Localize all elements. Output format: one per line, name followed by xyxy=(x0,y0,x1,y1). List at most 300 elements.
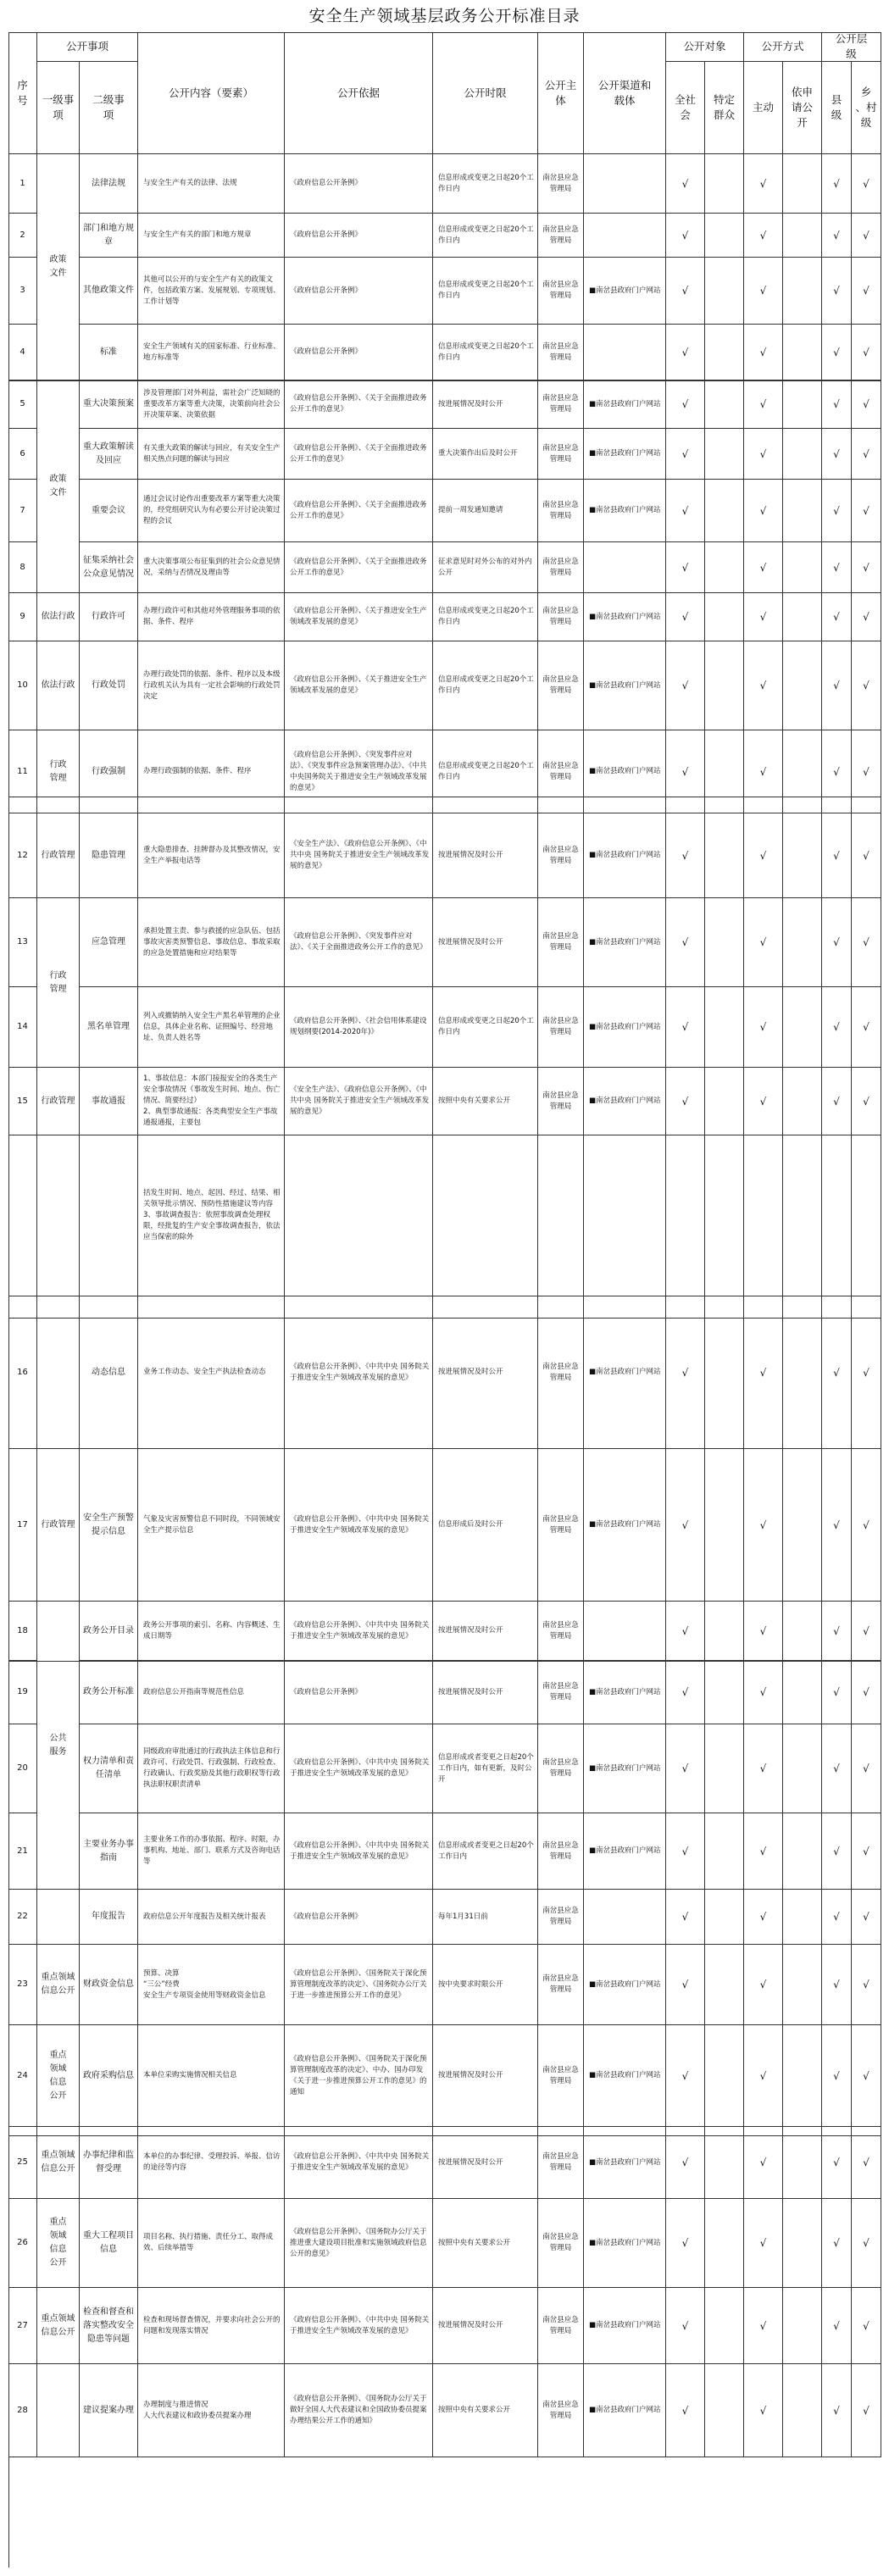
check-mark: √ xyxy=(666,542,705,593)
row-level1 xyxy=(37,2364,80,2457)
check-mark: √ xyxy=(666,1602,705,1661)
row-level1: 依法行政 xyxy=(37,641,80,730)
row-channel: ■南岔县政府门户网站 xyxy=(584,2127,666,2199)
row-content: 办理行政强制的依据、条件、程序 xyxy=(138,730,285,813)
row-basis: 《政府信息公开条例》、《突发事件应对法》、《关于全面推进政务公开工作的意见》 xyxy=(285,898,433,987)
row-time: 信息形成或变更之日起20个工作日内 xyxy=(433,214,538,258)
row-level2: 办事纪律和监督受理 xyxy=(80,2127,138,2199)
check-mark xyxy=(783,593,822,641)
check-mark: √ xyxy=(822,2025,852,2127)
check-mark: √ xyxy=(744,730,783,813)
row-channel: ■南岔县政府门户网站 xyxy=(584,2288,666,2364)
row-content: 同级政府审批通过的行政执法主体信息和行政许可、行政处罚、行政强制、行政检查、行政确认、行政奖励及其他行政职权等行政执法职权职责清单 xyxy=(138,1724,285,1813)
row-channel: ■南岔县政府门户网站 xyxy=(584,898,666,987)
row-seq: 2 xyxy=(8,214,37,258)
row-content: 政府信息公开年度报告及相关统计报表 xyxy=(138,1890,285,1945)
check-mark: √ xyxy=(666,1068,705,1135)
row-level2: 黑名单管理 xyxy=(80,987,138,1068)
check-mark: √ xyxy=(666,214,705,258)
header-object-specific: 特定 群众 xyxy=(705,62,744,154)
check-mark: √ xyxy=(744,1449,783,1602)
row-time: 按进展情况及时公开 xyxy=(433,1602,538,1661)
check-mark xyxy=(705,1661,744,1724)
check-mark: √ xyxy=(852,2127,881,2199)
check-mark: √ xyxy=(852,480,881,542)
row-level2: 主要业务办事指南 xyxy=(80,1813,138,1890)
row-subject: 南岔县应急管理局 xyxy=(538,380,584,429)
check-mark: √ xyxy=(744,2288,783,2364)
row-subject: 南岔县应急管理局 xyxy=(538,154,584,214)
row-content: 政务公开事项的索引、名称、内容概述、生成日期等 xyxy=(138,1602,285,1661)
row-seq: 28 xyxy=(8,2364,37,2457)
row-level1: 重点领域信息公开 xyxy=(37,1945,80,2025)
check-mark: √ xyxy=(852,325,881,380)
row-level2: 重要会议 xyxy=(80,480,138,542)
level1-merged-cell: 行政 管理 xyxy=(37,898,80,1068)
check-mark xyxy=(705,258,744,325)
row-time: 信息形成或变更之日起20个工作日内 xyxy=(433,325,538,380)
row-basis: 《政府信息公开条例》、《中共中央 国务院关于推进安全生产领域改革发展的意见》 xyxy=(285,1724,433,1813)
row-time: 信息形成或者变更之日起20个工作日内，如有更新，及时公开 xyxy=(433,1724,538,1813)
row-channel: ■南岔县政府门户网站 xyxy=(584,1661,666,1724)
row-subject: 南岔县应急管理局 xyxy=(538,1890,584,1945)
row-subject: 南岔县应急管理局 xyxy=(538,2288,584,2364)
row-level2 xyxy=(80,1135,138,1296)
check-mark: √ xyxy=(852,1724,881,1813)
row-level2: 动态信息 xyxy=(80,1296,138,1449)
check-mark xyxy=(705,898,744,987)
row-subject: 南岔县应急管理局 xyxy=(538,1724,584,1813)
check-mark: √ xyxy=(744,593,783,641)
header-channel: 公开渠道和 载体 xyxy=(584,32,666,154)
row-seq: 5 xyxy=(8,380,37,429)
check-mark xyxy=(705,1724,744,1813)
row-level1: 依法行政 xyxy=(37,593,80,641)
row-basis: 《安全生产法》、《政府信息公开条例》、《中共中央 国务院关于推进安全生产领域改革发展的意见》 xyxy=(285,813,433,898)
row-channel: ■南岔县政府门户网站 xyxy=(584,2364,666,2457)
check-mark: √ xyxy=(666,2127,705,2199)
row-level1: 重点领域信息公开 xyxy=(37,2127,80,2199)
row-basis: 《政府信息公开条例》 xyxy=(285,214,433,258)
check-mark: √ xyxy=(822,1449,852,1602)
row-content: 列入或撤销纳入安全生产黑名单管理的企业信息，具体企业名称、证照编号、经营地址、负责人姓名等 xyxy=(138,987,285,1068)
row-content: 业务工作动态、安全生产执法检查动态 xyxy=(138,1296,285,1449)
row-content: 安全生产领域有关的国家标准、行业标准、地方标准等 xyxy=(138,325,285,380)
check-mark: √ xyxy=(852,542,881,593)
row-basis: 《政府信息公开条例》、《国务院关于深化预算管理制度改革的决定》、中办、国办印发《关于进一步推进预算公开工作的意见》的通知 xyxy=(285,2025,433,2127)
check-mark: √ xyxy=(666,1661,705,1724)
row-level2: 建议提案办理 xyxy=(80,2364,138,2457)
check-mark: √ xyxy=(666,987,705,1068)
row-subject: 南岔县应急管理局 xyxy=(538,325,584,380)
row-time: 按进展情况及时公开 xyxy=(433,2127,538,2199)
row-basis: 《政府信息公开条例》、《国务院办公厅关于推进重大建设项目批准和实施领域政府信息公开的意见》 xyxy=(285,2199,433,2288)
check-mark: √ xyxy=(822,1296,852,1449)
row-channel: ■南岔县政府门户网站 xyxy=(584,641,666,730)
row-level1: 行政管理 xyxy=(37,1449,80,1602)
check-mark: √ xyxy=(852,2199,881,2288)
check-mark: √ xyxy=(852,2364,881,2457)
check-mark xyxy=(705,214,744,258)
row-subject: 南岔县应急管理局 xyxy=(538,898,584,987)
row-subject xyxy=(538,1135,584,1296)
row-time: 按照中央有关要求公开 xyxy=(433,1068,538,1135)
check-mark xyxy=(705,1813,744,1890)
page-title: 安全生产领域基层政务公开标准目录 xyxy=(308,7,581,25)
row-channel: ■南岔县政府门户网站 xyxy=(584,987,666,1068)
row-subject: 南岔县应急管理局 xyxy=(538,1813,584,1890)
row-time: 重大决策作出后及时公开 xyxy=(433,429,538,480)
check-mark xyxy=(852,1135,881,1296)
check-mark xyxy=(744,1135,783,1296)
check-mark: √ xyxy=(666,1813,705,1890)
row-content: 承担处置主责、参与救援的应急队伍、包括事故灾害类预警信息、事故信息、事故采取的应急处置措施和应对结果等 xyxy=(138,898,285,987)
row-subject: 南岔县应急管理局 xyxy=(538,1945,584,2025)
check-mark xyxy=(705,2364,744,2457)
check-mark xyxy=(705,2288,744,2364)
check-mark: √ xyxy=(822,1661,852,1724)
check-mark: √ xyxy=(822,154,852,214)
header-level1: 一级事 项 xyxy=(37,62,80,154)
row-channel: ■南岔县政府门户网站 xyxy=(584,1068,666,1135)
row-basis: 《政府信息公开条例》、《关于推进安全生产领域改革发展的意见》 xyxy=(285,641,433,730)
row-level2: 应急管理 xyxy=(80,898,138,987)
check-mark xyxy=(705,987,744,1068)
row-basis: 《政府信息公开条例》、《国务院关于深化预算管理制度改革的决定》、《国务院办公厅关于进一步推进预算公开工作的意见》 xyxy=(285,1945,433,2025)
row-basis: 《政府信息公开条例》、《国务院办公厅关于做好全国人大代表建议和全国政协委员提案办理结果公开工作的通知》 xyxy=(285,2364,433,2457)
check-mark: √ xyxy=(666,154,705,214)
check-mark: √ xyxy=(666,2364,705,2457)
check-mark: √ xyxy=(744,429,783,480)
row-basis: 《政府信息公开条例》、《关于全面推进政务公开工作的意见》 xyxy=(285,480,433,542)
check-mark xyxy=(783,1813,822,1890)
row-level2: 财政资金信息 xyxy=(80,1945,138,2025)
check-mark: √ xyxy=(744,1661,783,1724)
check-mark xyxy=(705,380,744,429)
row-content: 气象及灾害预警信息不同时段，不同领域安全生产提示信息 xyxy=(138,1449,285,1602)
row-time: 按中央要求时限公开 xyxy=(433,1945,538,2025)
check-mark: √ xyxy=(822,380,852,429)
check-mark xyxy=(783,730,822,813)
check-mark xyxy=(705,1602,744,1661)
row-content: 重大隐患排查、挂牌督办及其整改情况，安全生产举报电话等 xyxy=(138,813,285,898)
header-mode-request: 依申 请公 开 xyxy=(783,62,822,154)
check-mark: √ xyxy=(852,593,881,641)
check-mark: √ xyxy=(852,898,881,987)
row-seq: 26 xyxy=(8,2199,37,2288)
row-subject: 南岔县应急管理局 xyxy=(538,2127,584,2199)
row-level1: 行政管理 xyxy=(37,813,80,898)
row-channel: ■南岔县政府门户网站 xyxy=(584,730,666,813)
row-level2: 行政强制 xyxy=(80,730,138,813)
check-mark: √ xyxy=(822,258,852,325)
row-seq: 27 xyxy=(8,2288,37,2364)
check-mark: √ xyxy=(666,2025,705,2127)
row-content: 办理行政处罚的依据、条件、程序以及本级行政机关认为具有一定社会影响的行政处罚决定 xyxy=(138,641,285,730)
check-mark: √ xyxy=(666,1449,705,1602)
check-mark xyxy=(783,1449,822,1602)
row-level2: 重大决策预案 xyxy=(80,380,138,429)
header-scope: 公开层 级 xyxy=(822,32,881,62)
check-mark: √ xyxy=(852,987,881,1068)
row-subject: 南岔县应急管理局 xyxy=(538,258,584,325)
row-seq: 19 xyxy=(8,1661,37,1724)
check-mark: √ xyxy=(744,1813,783,1890)
row-level2: 年度报告 xyxy=(80,1890,138,1945)
check-mark xyxy=(705,542,744,593)
check-mark xyxy=(783,1890,822,1945)
check-mark xyxy=(783,2288,822,2364)
check-mark: √ xyxy=(666,429,705,480)
check-mark: √ xyxy=(744,325,783,380)
check-mark: √ xyxy=(822,429,852,480)
row-content: 涉及管理部门对外利益，需社会广泛知晓的重要改革方案等重大决策，决策前向社会公开决策草案、决策依据 xyxy=(138,380,285,429)
check-mark xyxy=(705,1945,744,2025)
row-subject: 南岔县应急管理局 xyxy=(538,1661,584,1724)
check-mark xyxy=(705,154,744,214)
row-time: 按照中央有关要求公开 xyxy=(433,2199,538,2288)
check-mark: √ xyxy=(852,429,881,480)
check-mark: √ xyxy=(822,987,852,1068)
check-mark: √ xyxy=(744,1890,783,1945)
check-mark: √ xyxy=(744,380,783,429)
row-level1: 重点领域信息公开 xyxy=(37,2288,80,2364)
check-mark: √ xyxy=(852,1602,881,1661)
row-content: 通过会议讨论作出重要改革方案等重大决策的，经党组研究认为有必要公开讨论决策过程的会议 xyxy=(138,480,285,542)
row-seq xyxy=(8,1135,37,1296)
row-content: 其他可以公开的与安全生产有关的政策文件，包括政策方案、发展规划、专项规划、工作计划等 xyxy=(138,258,285,325)
check-mark: √ xyxy=(822,1602,852,1661)
row-subject: 南岔县应急管理局 xyxy=(538,1602,584,1661)
check-mark xyxy=(822,1135,852,1296)
row-basis: 《政府信息公开条例》、《中共中央 国务院关于推进安全生产领域改革发展的意见》 xyxy=(285,2288,433,2364)
row-content: 1、事故信息：本部门接报安全的各类生产安全事故情况（事故发生时间、地点、伤亡情况、简要经过） 2、典型事故通报：各类典型安全生产事故通报通报，主要包 xyxy=(138,1068,285,1135)
row-basis: 《政府信息公开条例》、《关于全面推进政务公开工作的意见》 xyxy=(285,429,433,480)
check-mark xyxy=(783,1135,822,1296)
row-level1 xyxy=(37,1296,80,1449)
check-mark: √ xyxy=(822,480,852,542)
row-content: 本单位的办事纪律、受理投诉、举报、信访的途径等内容 xyxy=(138,2127,285,2199)
check-mark xyxy=(783,480,822,542)
check-mark: √ xyxy=(852,641,881,730)
row-content: 预算、决算 “三公”经费 安全生产专项资金使用等财政资金信息 xyxy=(138,1945,285,2025)
row-seq: 6 xyxy=(8,429,37,480)
check-mark: √ xyxy=(744,2364,783,2457)
check-mark xyxy=(783,542,822,593)
check-mark xyxy=(705,730,744,813)
row-level2: 部门和地方规章 xyxy=(80,214,138,258)
header-seq: 序 号 xyxy=(8,32,37,154)
row-content: 办理行政许可和其他对外管理服务事项的依据、条件、程序 xyxy=(138,593,285,641)
check-mark: √ xyxy=(822,542,852,593)
check-mark xyxy=(705,1449,744,1602)
check-mark: √ xyxy=(666,813,705,898)
check-mark: √ xyxy=(852,730,881,813)
row-level1 xyxy=(37,1890,80,1945)
check-mark: √ xyxy=(666,325,705,380)
row-basis: 《政府信息公开条例》、《突发事件应对法》、《突发事件应急预案管理办法》、《中共中央国务院关于推进安全生产领域改革发展的意见》 xyxy=(285,730,433,813)
check-mark: √ xyxy=(852,1813,881,1890)
check-mark: √ xyxy=(744,1296,783,1449)
check-mark: √ xyxy=(852,1449,881,1602)
row-subject: 南岔县应急管理局 xyxy=(538,1449,584,1602)
check-mark: √ xyxy=(822,813,852,898)
row-basis: 《政府信息公开条例》 xyxy=(285,1890,433,1945)
row-channel: ■南岔县政府门户网站 xyxy=(584,480,666,542)
check-mark: √ xyxy=(822,1890,852,1945)
check-mark: √ xyxy=(666,380,705,429)
level1-merged-cell: 公共 服务 xyxy=(37,1602,80,1890)
row-basis: 《政府信息公开条例》、《中共中央 国务院关于推进安全生产领域改革发展的意见》 xyxy=(285,1449,433,1602)
check-mark: √ xyxy=(822,1724,852,1813)
row-seq: 24 xyxy=(8,2025,37,2127)
check-mark xyxy=(783,641,822,730)
row-basis: 《政府信息公开条例》、《中共中央 国务院关于推进安全生产领域改革发展的意见》 xyxy=(285,1296,433,1449)
row-channel: ■南岔县政府门户网站 xyxy=(584,2025,666,2127)
check-mark: √ xyxy=(744,258,783,325)
row-subject: 南岔县应急管理局 xyxy=(538,987,584,1068)
row-time: 按进展情况及时公开 xyxy=(433,380,538,429)
row-basis: 《政府信息公开条例》、《关于推进安全生产领域改革发展的意见》 xyxy=(285,593,433,641)
row-time: 信息形成或变更之日起20个工作日内 xyxy=(433,987,538,1068)
check-mark: √ xyxy=(744,2127,783,2199)
check-mark: √ xyxy=(666,1296,705,1449)
row-seq: 21 xyxy=(8,1813,37,1890)
row-time: 每年1月31日前 xyxy=(433,1890,538,1945)
header-scope-county: 县 级 xyxy=(822,62,852,154)
check-mark: √ xyxy=(666,593,705,641)
check-mark: √ xyxy=(822,1945,852,2025)
row-channel: ■南岔县政府门户网站 xyxy=(584,1945,666,2025)
check-mark: √ xyxy=(744,480,783,542)
check-mark: √ xyxy=(822,325,852,380)
row-subject: 南岔县应急管理局 xyxy=(538,593,584,641)
row-subject: 南岔县应急管理局 xyxy=(538,542,584,593)
level1-merged-cell: 重点 领域 信息 公开 xyxy=(37,2199,80,2288)
check-mark xyxy=(783,1602,822,1661)
row-level2: 权力清单和责任清单 xyxy=(80,1724,138,1813)
row-content: 本单位采购实施情况相关信息 xyxy=(138,2025,285,2127)
row-basis: 《政府信息公开条例》、《中共中央 国务院关于推进安全生产领域改革发展的意见》 xyxy=(285,2127,433,2199)
row-channel xyxy=(584,1890,666,1945)
check-mark xyxy=(783,214,822,258)
level1-merged-cell: 政策 文件 xyxy=(37,154,80,380)
header-object: 公开对象 xyxy=(666,32,744,62)
check-mark xyxy=(705,1135,744,1296)
row-basis: 《政府信息公开条例》、《关于全面推进政务公开工作的意见》 xyxy=(285,380,433,429)
row-seq: 1 xyxy=(8,154,37,214)
check-mark: √ xyxy=(744,154,783,214)
row-level2: 政府采购信息 xyxy=(80,2025,138,2127)
check-mark: √ xyxy=(666,730,705,813)
row-content: 重大决策事项公布征集到的社会公众意见情况，采纳与否情况及理由等 xyxy=(138,542,285,593)
header-level2: 二级事 项 xyxy=(80,62,138,154)
row-basis: 《政府信息公开条例》、《社会信用体系建设规划纲要(2014-2020年)》 xyxy=(285,987,433,1068)
check-mark xyxy=(705,2127,744,2199)
header-subject: 公开主 体 xyxy=(538,32,584,154)
check-mark xyxy=(783,898,822,987)
row-time: 信息形成或变更之日起20个工作日内 xyxy=(433,154,538,214)
check-mark xyxy=(783,154,822,214)
row-subject: 南岔县应急管理局 xyxy=(538,2364,584,2457)
check-mark: √ xyxy=(852,380,881,429)
row-time: 信息形成或变更之日起20个工作日内 xyxy=(433,730,538,813)
level1-merged-cell: 行政 管理 xyxy=(37,730,80,813)
header-scope-township: 乡 、村 级 xyxy=(852,62,881,154)
check-mark: √ xyxy=(822,214,852,258)
header-basis: 公开依据 xyxy=(285,32,433,154)
row-channel xyxy=(584,542,666,593)
row-content: 有关重大政策的解读与回应，有关安全生产相关热点问题的解读与回应 xyxy=(138,429,285,480)
row-seq: 25 xyxy=(8,2127,37,2199)
check-mark: √ xyxy=(744,2025,783,2127)
check-mark: √ xyxy=(852,1296,881,1449)
row-level2: 重大工程项目信息 xyxy=(80,2199,138,2288)
check-mark xyxy=(705,480,744,542)
row-subject: 南岔县应急管理局 xyxy=(538,641,584,730)
check-mark xyxy=(705,1890,744,1945)
check-mark: √ xyxy=(744,2199,783,2288)
check-mark: √ xyxy=(744,1068,783,1135)
check-mark xyxy=(783,1724,822,1813)
row-channel: ■南岔县政府门户网站 xyxy=(584,2199,666,2288)
row-channel: ■南岔县政府门户网站 xyxy=(584,380,666,429)
check-mark: √ xyxy=(666,1724,705,1813)
check-mark xyxy=(705,1296,744,1449)
row-basis: 《政府信息公开条例》、《中共中央 国务院关于推进安全生产领域改革发展的意见》 xyxy=(285,1602,433,1661)
row-channel: ■南岔县政府门户网站 xyxy=(584,593,666,641)
check-mark: √ xyxy=(852,1068,881,1135)
check-mark xyxy=(783,429,822,480)
check-mark: √ xyxy=(744,214,783,258)
row-channel xyxy=(584,1135,666,1296)
row-content: 主要业务工作的办事依据、程序、时限，办事机构、地址、部门、联系方式及咨询电话等 xyxy=(138,1813,285,1890)
header-object-all: 全社 会 xyxy=(666,62,705,154)
check-mark xyxy=(783,2364,822,2457)
check-mark: √ xyxy=(744,1945,783,2025)
check-mark: √ xyxy=(744,813,783,898)
check-mark xyxy=(783,2025,822,2127)
row-basis: 《政府信息公开条例》、《关于全面推进政务公开工作的意见》 xyxy=(285,542,433,593)
row-basis: 《政府信息公开条例》 xyxy=(285,325,433,380)
row-channel xyxy=(584,214,666,258)
check-mark xyxy=(705,429,744,480)
row-basis: 《政府信息公开条例》、《中共中央 国务院关于推进安全生产领域改革发展的意见》 xyxy=(285,1813,433,1890)
check-mark: √ xyxy=(852,1945,881,2025)
row-content: 项目名称、执行措施、责任分工、取得成效、后续举措等 xyxy=(138,2199,285,2288)
row-channel xyxy=(584,154,666,214)
row-seq: 15 xyxy=(8,1068,37,1135)
row-level2: 政务公开目录 xyxy=(80,1602,138,1661)
check-mark xyxy=(783,258,822,325)
row-seq: 10 xyxy=(8,641,37,730)
row-basis: 《政府信息公开条例》 xyxy=(285,154,433,214)
header-mode-active: 主动 xyxy=(744,62,783,154)
check-mark: √ xyxy=(744,641,783,730)
row-channel: ■南岔县政府门户网站 xyxy=(584,1724,666,1813)
check-mark: √ xyxy=(744,542,783,593)
check-mark: √ xyxy=(822,641,852,730)
check-mark xyxy=(705,593,744,641)
check-mark: √ xyxy=(822,2364,852,2457)
check-mark xyxy=(783,2199,822,2288)
level1-merged-cell: 重点 领域 信息 公开 xyxy=(37,2025,80,2127)
row-subject: 南岔县应急管理局 xyxy=(538,813,584,898)
check-mark: √ xyxy=(822,2199,852,2288)
header-mode: 公开方式 xyxy=(744,32,822,62)
row-basis xyxy=(285,1135,433,1296)
row-seq: 20 xyxy=(8,1724,37,1813)
